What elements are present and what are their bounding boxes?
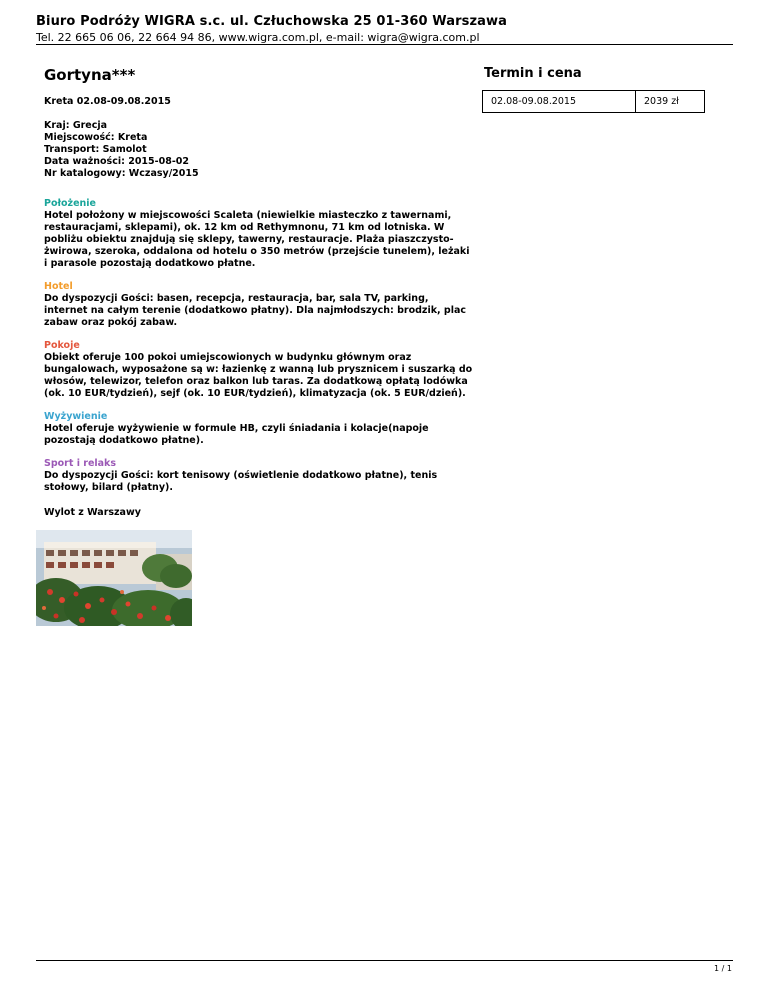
price-panel-title: Termin i cena [484, 66, 582, 81]
agency-title: Biuro Podróży WIGRA s.c. ul. Człuchowska 25 01-360 Warszawa [36, 14, 507, 29]
section-body: Do dyspozycji Gości: kort tenisowy (oświetlenie dodatkowo płatne), tenis stołowy, bilard (płatny). [44, 470, 438, 493]
section-sport [44, 458, 474, 494]
section-title: Pokoje [44, 340, 80, 351]
section-body: Do dyspozycji Gości: basen, recepcja, restauracja, bar, sala TV, parking, internet na całym terenie (dodatkowo płatny). Dla najmłodszych: brodzik, plac zabaw oraz pokój zabaw. [44, 293, 467, 328]
page-number: 1 / 1 [714, 964, 732, 973]
fact-valid-until: Data ważności: 2015-08-02 [44, 156, 189, 167]
fact-location: Miejscowość: Kreta [44, 132, 148, 143]
section-title: Hotel [44, 281, 73, 292]
section-body: Obiekt oferuje 100 pokoi umiejscowionych w budynku głównym oraz bungalowach, wyposażone są w: łazienkę z wanną lub prysznicem i suszarką do włosów, telewizor, telefon oraz balkon lub taras. Za dodatkową opłatą lodówka (ok. 10 EUR/tydzień), sejf (ok. 10 EUR/tydzień), klimatyzacja (ok. 5 EUR/dzień). [44, 352, 473, 399]
section-location [44, 198, 474, 270]
fact-transport: Transport: Samolot [44, 144, 147, 155]
section-title: Położenie [44, 198, 96, 209]
price-date-cell: 02.08-09.08.2015 [483, 91, 636, 112]
section-rooms [44, 340, 474, 400]
fact-country: Kraj: Grecja [44, 120, 108, 131]
price-row [482, 90, 705, 113]
hotel-name: Gortyna*** [44, 66, 136, 84]
section-body: Hotel oferuje wyżywienie w formule HB, czyli śniadania i kolacje(napoje pozostają dodatkowo płatne). [44, 423, 429, 446]
offer-subtitle: Kreta 02.08-09.08.2015 [44, 96, 171, 107]
price-value-cell: 2039 zł [644, 96, 679, 107]
section-hotel [44, 281, 474, 329]
section-meals [44, 411, 474, 447]
hotel-photo [36, 530, 192, 626]
departure-info: Wylot z Warszawy [44, 507, 141, 518]
agency-contact: Tel. 22 665 06 06, 22 664 94 86, www.wigra.com.pl, e-mail: wigra@wigra.com.pl [36, 31, 480, 44]
fact-catalog-number: Nr katalogowy: Wczasy/2015 [44, 168, 199, 179]
header-divider [36, 44, 733, 45]
section-body: Hotel położony w miejscowości Scaleta (niewielkie miasteczko z tawernami, restauracjami, sklepami), ok. 12 km od Rethymnonu, 71 km od lotniska. W pobliżu obiektu znajdują się sklepy, tawerny, restauracje. Plaża piaszczysto-żwirowa, szeroka, oddalona od hotelu o 350 metrów (przejście tunelem), leżaki i parasole pozostają dodatkowo płatne. [44, 210, 470, 269]
price-panel [482, 66, 705, 113]
document-header [36, 14, 733, 44]
offer-facts [44, 120, 474, 180]
section-title: Sport i relaks [44, 458, 117, 469]
offer-details [44, 66, 474, 518]
footer-divider [36, 960, 733, 961]
section-title: Wyżywienie [44, 411, 108, 422]
